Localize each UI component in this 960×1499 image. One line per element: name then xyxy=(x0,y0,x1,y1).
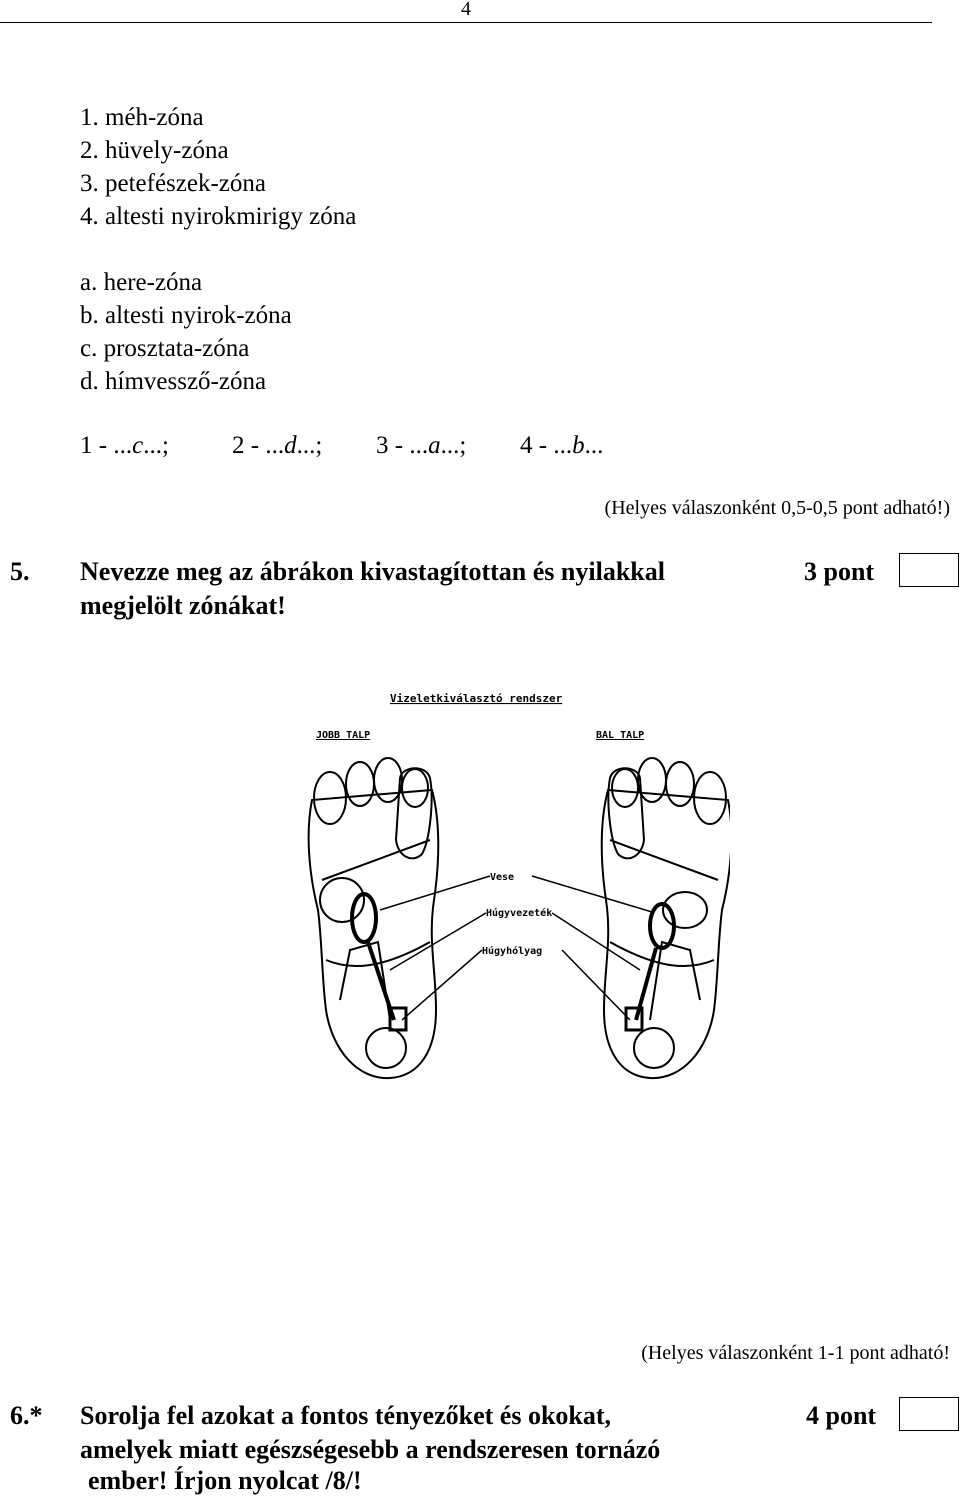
score-box[interactable] xyxy=(899,1397,959,1431)
scoring-note: (Helyes válaszonként 0,5-0,5 pont adható!) xyxy=(604,497,950,519)
list-item: d. hímvessző-zóna xyxy=(80,368,267,395)
ureter-label: Húgyvezeték xyxy=(486,908,553,919)
lettered-list xyxy=(80,266,292,398)
list-item: c. prosztata-zóna xyxy=(80,335,250,362)
page-number: 4 xyxy=(461,0,471,20)
header-rule xyxy=(0,22,932,23)
right-sole-kidney xyxy=(352,894,406,1030)
reflexology-figure xyxy=(290,680,730,1100)
scoring-note: (Helyes válaszonként 1-1 pont adható! xyxy=(641,1342,950,1364)
question-points: 4 pont xyxy=(806,1401,877,1430)
bladder-label: Húgyhólyag xyxy=(482,946,543,957)
right-sole-label: JOBB TALP xyxy=(316,730,371,741)
right-sole-outline xyxy=(309,758,439,1078)
answer-pair: 3 - ...a...; xyxy=(376,432,467,459)
answer-pair: 1 - ...c...; xyxy=(80,432,169,459)
score-box[interactable] xyxy=(899,553,959,587)
left-sole-outline xyxy=(602,758,730,1078)
question-number: 6.* xyxy=(10,1401,43,1430)
list-item: a. here-zóna xyxy=(80,269,203,296)
answer-pair: 4 - ...b... xyxy=(520,432,604,459)
question-text: amelyek miatt egészségesebb a rendszeresen tornázó xyxy=(80,1435,661,1464)
left-sole-label: BAL TALP xyxy=(596,730,645,741)
list-item: 4. altesti nyirokmirigy zóna xyxy=(80,203,357,230)
answer-pair: 2 - ...d...; xyxy=(232,432,323,459)
numbered-list xyxy=(80,101,356,233)
list-item: 3. petefészek-zóna xyxy=(80,170,266,197)
list-item: 1. méh-zóna xyxy=(80,104,204,131)
question-text: Sorolja fel azokat a fontos tényezőket és okokat, xyxy=(80,1401,612,1430)
question-text: Nevezze meg az ábrákon kivastagítottan és nyilakkal xyxy=(80,557,665,586)
list-item: b. altesti nyirok-zóna xyxy=(80,302,292,329)
question-points: 3 pont xyxy=(804,557,875,586)
question-text: megjelölt zónákat! xyxy=(80,591,286,620)
question-text: ember! Írjon nyolcat /8/! xyxy=(88,1466,362,1495)
list-item: 2. hüvely-zóna xyxy=(80,137,229,164)
question-number: 5. xyxy=(10,557,30,586)
answer-key xyxy=(80,432,603,460)
kidney-label: Vese xyxy=(490,872,515,883)
figure-title: Vizeletkiválasztó rendszer xyxy=(390,692,563,705)
left-sole-kidney xyxy=(626,904,674,1030)
